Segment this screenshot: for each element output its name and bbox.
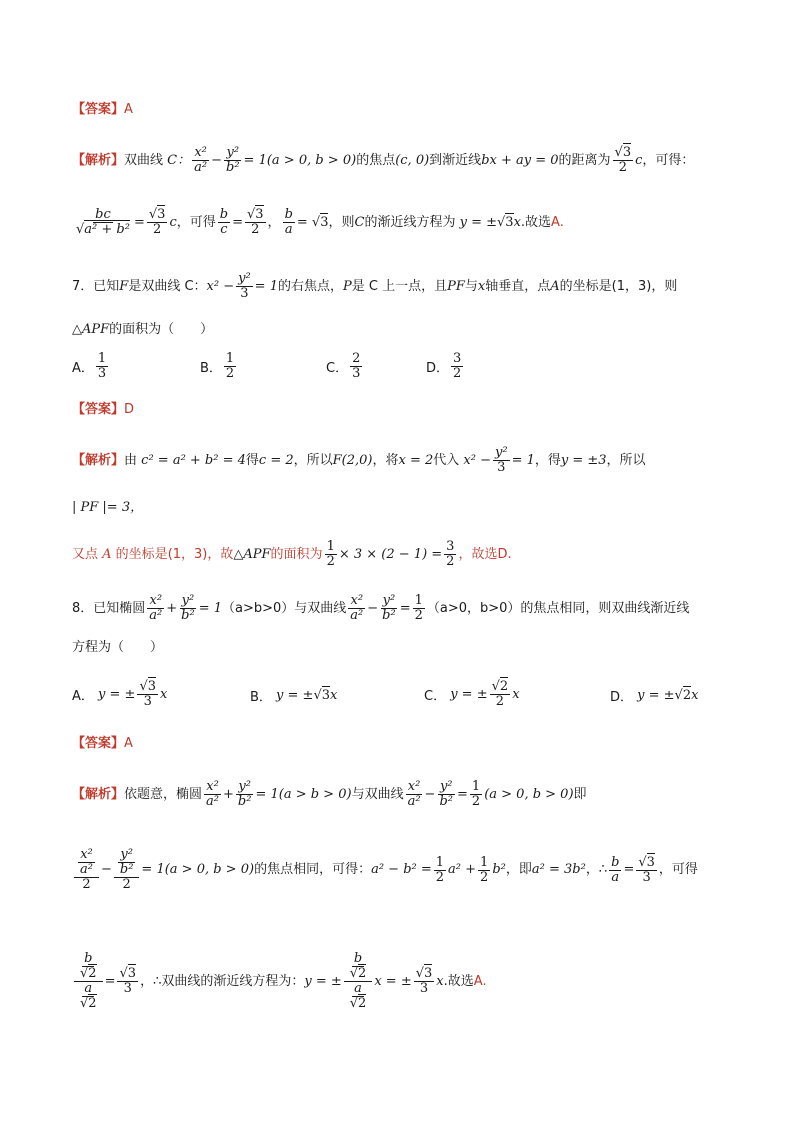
text: 方程为（ ） bbox=[72, 640, 164, 655]
text: 与 bbox=[464, 278, 478, 294]
fraction: $\frac{\text{x²}}{\text{a²}}$ bbox=[407, 779, 421, 809]
fraction: $\frac{√3}{3}$ bbox=[415, 966, 433, 996]
fraction: $\frac{1}{2}$ bbox=[414, 593, 423, 623]
text: 即 bbox=[573, 786, 587, 802]
q8-option-d[interactable]: D． y = ±√2x bbox=[610, 688, 699, 705]
fraction: $\frac{\text{x²}}{\text{a²}}$ bbox=[206, 779, 219, 809]
q8-option-c[interactable]: C． y = ± $\frac{√2}{2}$ x bbox=[424, 679, 520, 709]
option-label: D． bbox=[426, 361, 450, 376]
fraction: $\frac{3}{2}$ bbox=[446, 539, 455, 569]
fraction: $\frac{\frac{\text{x²}}{\text{a²}}}{2}$ bbox=[74, 848, 99, 892]
analysis-tag: 【解析】 bbox=[72, 452, 125, 468]
q7-option-d[interactable] bbox=[426, 352, 465, 381]
fraction: $\frac{1}{2}$ bbox=[480, 854, 489, 885]
fraction: $\frac{\text{x²}}{\text{a²}}$ bbox=[194, 145, 208, 175]
text: 到渐近线 bbox=[429, 152, 482, 168]
text: 的渐近线方程为 bbox=[364, 214, 456, 230]
q6-answer bbox=[72, 100, 133, 120]
option-label: B． bbox=[250, 690, 272, 705]
q6-analysis-line1: 【解析】 双曲线 C： $\frac{\text{x²}}{\text{a²}}$ − $\frac{\text{y²}}{\text{b²}}$ = 1(a > 0, b > 0) 的焦点 (c, 0) 到渐近线 bx + ay = 0 的距离为 $\frac{√3}{2}$ c ，可得： bbox=[72, 145, 695, 175]
text: .故选 bbox=[443, 973, 474, 989]
fraction: $\frac{\text{y²}}{\text{b²}}$ bbox=[226, 145, 240, 175]
text: .故选 bbox=[520, 214, 552, 230]
text: ，所以 bbox=[293, 452, 333, 468]
option-label: C． bbox=[326, 361, 349, 376]
text: ，可得 bbox=[658, 862, 698, 877]
answer-value: A bbox=[124, 736, 133, 751]
q7-analysis-line2: | PF |= 3， bbox=[72, 500, 144, 515]
fraction: $\frac{1}{2}$ bbox=[435, 854, 445, 885]
text: (1，3) bbox=[611, 278, 652, 294]
text: ，可得 bbox=[176, 214, 216, 230]
fraction: $\frac{√3}{2}$ bbox=[614, 145, 632, 175]
text: （a>0，b>0）的焦点相同，则双曲线渐近线 bbox=[426, 600, 690, 616]
fraction: $\frac{√3}{3}$ bbox=[638, 854, 655, 885]
q7-stem: 7．已知 F 是双曲线 C： x² − $\frac{\text{y²}}{3}$ = 1 的右焦点， P 是 C 上一点，且 PF 与 x 轴垂直，点 A 的坐标是 (1，3) ，则 bbox=[72, 271, 678, 301]
fraction: $\frac{√3}{2}$ bbox=[148, 207, 166, 237]
answer-value: D bbox=[124, 402, 135, 417]
q8-stem-line2 bbox=[72, 638, 163, 658]
text: 的坐标是 bbox=[559, 278, 612, 294]
analysis-tag: 【解析】 bbox=[72, 152, 125, 168]
fraction: $\frac{bc}{\text{√a² + b²}}$ bbox=[76, 207, 130, 237]
fraction: $\frac{1}{2}$ bbox=[471, 779, 481, 809]
text: 是 C 上一点，且 bbox=[351, 278, 448, 294]
option-label: A． bbox=[72, 689, 94, 704]
fraction: $\frac{b}{c}$ bbox=[219, 207, 229, 237]
fraction: $\frac{\frac{b}{√2}}{\frac{a}{√2}}$ bbox=[74, 952, 103, 1011]
text: （a>b>0）与双曲线 bbox=[222, 600, 347, 616]
q7-analysis-line3: 又点 A 的坐标是 (1，3) ，故 △APF 的面积为 $\frac{1}{2}$ × 3 × (2 − 1) = $\frac{3}{2}$ ，故选 D. bbox=[72, 539, 512, 569]
fraction: $\frac{\frac{b}{√2}}{\frac{a}{√2}}$ bbox=[344, 952, 373, 1011]
text: (1，3) bbox=[167, 546, 208, 562]
q8-stem: 8．已知椭圆 $\frac{\text{x²}}{\text{a²}}$ + $\frac{\text{y²}}{\text{b²}}$ = 1 （a>b>0）与双曲线 $\frac{\text{x²}}{\text{a²}}$ − $\frac{\text{y²}}{\text{b²}}$ = $\frac{1}{2}$ （a>0，b>0）的焦点相同，则双曲线渐近线 bbox=[72, 593, 690, 623]
option-label: D． bbox=[610, 690, 634, 705]
answer-inline: D. bbox=[497, 546, 512, 562]
text: ，则 bbox=[651, 278, 678, 294]
text: ，∴双曲线的渐近线方程为： bbox=[140, 973, 305, 989]
text: ，将 bbox=[372, 452, 399, 468]
text: 的焦点 bbox=[356, 152, 396, 168]
text: 7．已知 bbox=[72, 278, 120, 294]
text: 的距离为 bbox=[558, 152, 611, 168]
text: 的面积为 bbox=[270, 546, 323, 562]
text: ，∴ bbox=[585, 862, 608, 877]
q7-option-c[interactable] bbox=[326, 352, 364, 381]
answer-tag: 【答案】 bbox=[72, 402, 125, 417]
formula: C： bbox=[163, 152, 191, 168]
fraction: $\frac{2}{3}$ bbox=[352, 351, 361, 381]
option-label: C． bbox=[424, 689, 447, 704]
fraction: $\frac{b}{a}$ bbox=[284, 207, 293, 237]
text: 的焦点相同，可得： bbox=[254, 862, 372, 877]
q8-analysis-line2: $\frac{\frac{\text{x²}}{\text{a²}}}{2}$ − $\frac{\frac{\text{y²}}{\text{b²}}}{2}$ = 1(a > 0, b > 0) 的焦点相同，可得： a² − b² = $\frac{1}{2}$ a² + $\frac{1}{2}$ b² ，即 a² = 3b² ，∴ $\frac{b}{a}$ = $\frac{√3}{3}$ ，可得 bbox=[72, 848, 698, 892]
fraction: $\frac{√3}{3}$ bbox=[139, 679, 157, 709]
q7-answer bbox=[72, 400, 134, 420]
fraction: $\frac{\text{y²}}{\text{b²}}$ bbox=[439, 779, 453, 809]
q7-option-b[interactable] bbox=[200, 352, 238, 381]
q8-analysis-line1: 【解析】 依题意，椭圆 $\frac{\text{x²}}{\text{a²}}$ + $\frac{\text{y²}}{\text{b²}}$ = 1(a > b > 0) 与双曲线 $\frac{\text{x²}}{\text{a²}}$ − $\frac{\text{y²}}{\text{b²}}$ = $\frac{1}{2}$ (a > 0, b > 0) 即 bbox=[72, 779, 587, 809]
text: ，则 bbox=[328, 214, 355, 230]
option-label: A． bbox=[72, 361, 94, 376]
text: 又点 bbox=[72, 546, 99, 562]
text: 的坐标是 bbox=[115, 546, 168, 562]
text: 依题意，椭圆 bbox=[124, 786, 203, 802]
text: 8．已知椭圆 bbox=[72, 600, 146, 616]
q8-answer bbox=[72, 734, 133, 754]
answer-tag: 【答案】 bbox=[72, 102, 125, 117]
text: 由 bbox=[124, 452, 138, 468]
text: 的右焦点， bbox=[277, 278, 343, 294]
fraction: $\frac{1}{2}$ bbox=[326, 539, 335, 569]
text: 是双曲线 C： bbox=[128, 278, 207, 294]
text: 双曲线 bbox=[124, 152, 164, 168]
answer-inline: A. bbox=[551, 214, 564, 230]
fraction: $\frac{\frac{\text{y²}}{\text{b²}}}{2}$ bbox=[114, 848, 140, 892]
text: 的面积为（ ） bbox=[109, 322, 214, 337]
text: ，故 bbox=[207, 546, 234, 562]
fraction: $\frac{\text{y²}}{3}$ bbox=[238, 271, 251, 301]
fraction: $\frac{\text{x²}}{\text{a²}}$ bbox=[350, 593, 364, 623]
q8-analysis-line3: $\frac{\frac{b}{√2}}{\frac{a}{√2}}$ = $\frac{√3}{3}$ ，∴双曲线的渐近线方程为： y = ± $\frac{\frac{b}{√2}}{\frac{a}{√2}}$ x = ± $\frac{√3}{3}$ x .故选 A. bbox=[72, 952, 487, 1011]
fraction: $\frac{1}{2}$ bbox=[225, 351, 235, 381]
fraction: $\frac{\text{x²}}{\text{a²}}$ bbox=[149, 593, 163, 623]
fraction: $\frac{\text{y²}}{\text{b²}}$ bbox=[237, 779, 252, 809]
answer-value: A bbox=[124, 102, 133, 117]
fraction: $\frac{1}{3}$ bbox=[97, 351, 107, 381]
text: 代入 bbox=[433, 452, 460, 468]
text: ，得 bbox=[534, 452, 561, 468]
q8-option-a[interactable]: A． y = ± $\frac{√3}{3}$ x bbox=[72, 679, 168, 709]
fraction: $\frac{\text{y²}}{\text{b²}}$ bbox=[382, 593, 396, 623]
fraction: $\frac{√2}{2}$ bbox=[491, 679, 509, 709]
fraction: $\frac{√3}{3}$ bbox=[119, 966, 137, 996]
fraction: $\frac{3}{2}$ bbox=[453, 351, 462, 381]
q7-analysis-line1: 【解析】 由 c² = a² + b² = 4 得 c = 2 ，所以 F(2,0) ，将 x = 2 代入 x² − $\frac{\text{y²}}{3}$ = 1 ，得 y = ±3 ，所以 bbox=[72, 445, 646, 475]
text: 得 bbox=[245, 452, 259, 468]
fraction: $\frac{\text{y²}}{3}$ bbox=[495, 445, 508, 475]
option-label: B． bbox=[200, 361, 222, 376]
text: ，即 bbox=[505, 862, 532, 877]
fraction: $\frac{√3}{2}$ bbox=[246, 207, 264, 237]
text: ，所以 bbox=[606, 452, 646, 468]
text: ，可得： bbox=[642, 152, 695, 168]
text: 与双曲线 bbox=[351, 786, 404, 802]
q7-option-a[interactable] bbox=[72, 352, 110, 381]
q7-stem-line2: △APF 的面积为（ ） bbox=[72, 320, 213, 340]
fraction: $\frac{\text{y²}}{\text{b²}}$ bbox=[181, 593, 195, 623]
text: ，故选 bbox=[458, 546, 498, 562]
fraction: $\frac{b}{a}$ bbox=[611, 854, 620, 885]
answer-inline: A. bbox=[473, 973, 487, 989]
q8-option-b[interactable]: B． y = ±√3x bbox=[250, 688, 338, 705]
q6-analysis-line2: $\frac{bc}{\text{√a² + b²}}$ = $\frac{√3}{2}$ c ，可得 $\frac{b}{c}$ = $\frac{√3}{2}$ ， $\frac{b}{a}$ = √3 ，则 C 的渐近线方程为 y = ±√3x .故选 A. bbox=[76, 207, 564, 237]
analysis-tag: 【解析】 bbox=[72, 786, 125, 802]
answer-tag: 【答案】 bbox=[72, 736, 125, 751]
text: 轴垂直，点 bbox=[485, 278, 551, 294]
